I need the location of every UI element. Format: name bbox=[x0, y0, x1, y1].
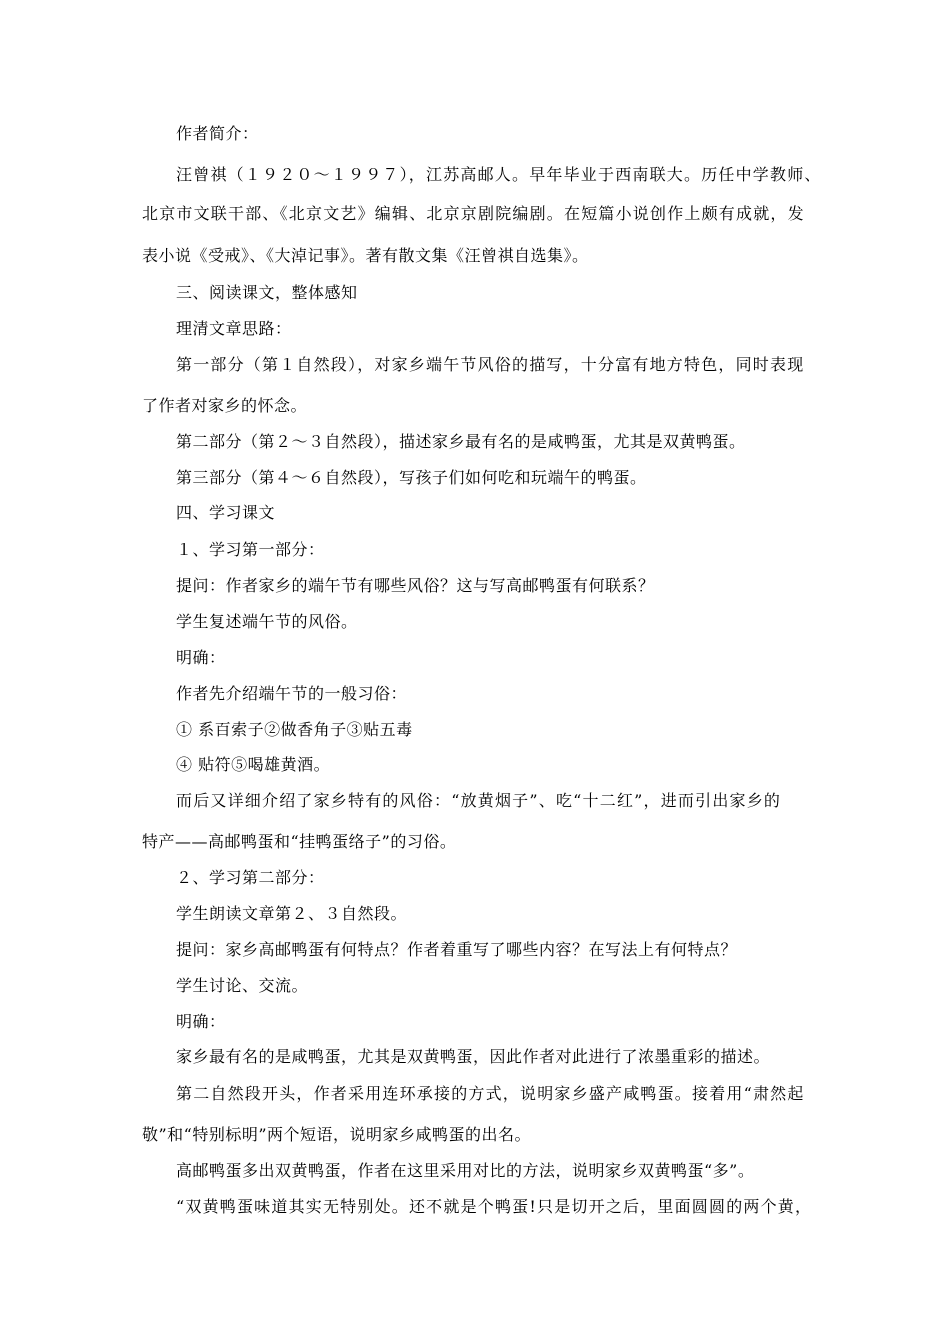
paragraph-line: 了作者对家乡的怀念。 bbox=[142, 396, 308, 415]
heading-author-intro: 作者简介： bbox=[176, 124, 259, 143]
paragraph-line: 而后又详细介绍了家乡特有的风俗：“放黄烟子”、吃“十二红”，进而引出家乡的 bbox=[176, 791, 782, 810]
section-heading: 三、阅读课文，整体感知 bbox=[176, 283, 358, 302]
paragraph-line: 第二自然段开头，作者采用连环承接的方式，说明家乡盛产咸鸭蛋。接着用“肃然起 bbox=[176, 1084, 805, 1103]
paragraph-line: 明确： bbox=[176, 648, 226, 667]
section-heading: 四、学习课文 bbox=[176, 503, 276, 522]
paragraph-line: 高邮鸭蛋多出双黄鸭蛋，作者在这里采用对比的方法，说明家乡双黄鸭蛋“多”。 bbox=[176, 1161, 755, 1180]
question-line: 提问：家乡高邮鸭蛋有何特点？作者着重写了哪些内容？在写法上有何特点？ bbox=[176, 940, 738, 959]
subheading: ２、学习第二部分： bbox=[176, 868, 325, 887]
paragraph-line: 第三部分（第４～６自然段），写孩子们如何吃和玩端午的鸭蛋。 bbox=[176, 468, 647, 487]
paragraph-line: 敬”和“特别标明”两个短语，说明家乡咸鸭蛋的出名。 bbox=[142, 1125, 532, 1144]
paragraph-line: 学生朗读文章第２、３自然段。 bbox=[176, 904, 408, 923]
paragraph-line: 学生复述端午节的风俗。 bbox=[176, 612, 358, 631]
subheading: 理清文章思路： bbox=[176, 319, 292, 338]
list-line: ① 系百索子②做香角子③贴五毒 bbox=[176, 720, 413, 739]
list-line: ④ 贴符⑤喝雄黄酒。 bbox=[176, 755, 331, 774]
paragraph-line: 表小说《受戒》、《大淖记事》。著有散文集《汪曾祺自选集》。 bbox=[142, 246, 589, 265]
question-line: 提问：作者家乡的端午节有哪些风俗？这与写高邮鸭蛋有何联系？ bbox=[176, 576, 655, 595]
subheading: １、学习第一部分： bbox=[176, 540, 325, 559]
paragraph-line: 汪曾祺（１９２０～１９９７），江苏高邮人。早年毕业于西南联大。历任中学教师、 bbox=[176, 165, 822, 184]
paragraph-line: 第二部分（第２～３自然段），描述家乡最有名的是咸鸭蛋，尤其是双黄鸭蛋。 bbox=[176, 432, 746, 451]
paragraph-line: 家乡最有名的是咸鸭蛋，尤其是双黄鸭蛋，因此作者对此进行了浓墨重彩的描述。 bbox=[176, 1047, 771, 1066]
paragraph-line: “双黄鸭蛋味道其实无特别处。还不就是个鸭蛋!只是切开之后，里面圆圆的两个黄， bbox=[176, 1197, 813, 1216]
paragraph-line: 学生讨论、交流。 bbox=[176, 976, 309, 995]
paragraph-line: 作者先介绍端午节的一般习俗： bbox=[176, 684, 408, 703]
paragraph-line: 特产——高邮鸭蛋和“挂鸭蛋络子”的习俗。 bbox=[142, 832, 457, 851]
paragraph-line: 北京市文联干部、《北京文艺》编辑、北京京剧院编剧。在短篇小说创作上颇有成就，发 bbox=[142, 204, 805, 223]
paragraph-line: 明确： bbox=[176, 1012, 226, 1031]
paragraph-line: 第一部分（第１自然段），对家乡端午节风俗的描写，十分富有地方特色，同时表现 bbox=[176, 355, 805, 374]
